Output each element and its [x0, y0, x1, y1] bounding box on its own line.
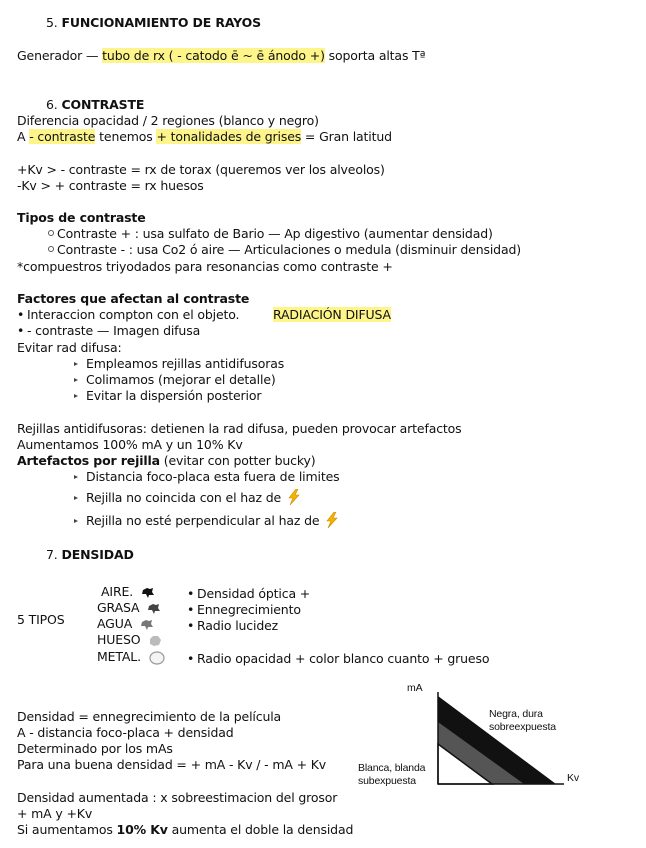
section-7-heading: [46, 547, 134, 563]
lightning-bolt-icon: [325, 512, 339, 528]
circle-bullet-icon: [48, 230, 54, 236]
bullet-icon: •: [187, 618, 195, 633]
graph-label-top-2: sobreexpuesta: [489, 721, 556, 733]
graph-xlabel: Kv: [567, 772, 579, 784]
tipo-hueso-label: HUESO: [97, 632, 141, 647]
triangle-bullet-icon: [74, 519, 78, 523]
bullet-icon: •: [187, 586, 195, 601]
tipo-hueso: [97, 632, 162, 648]
tipo-grasa-label: GRASA: [97, 600, 140, 615]
densidad-prop-3-text: Radio lucidez: [197, 618, 279, 633]
bullet-icon: •: [187, 651, 195, 666]
tipo-grasa: [97, 600, 161, 616]
artefactos-rest: (evitar con potter bucky): [159, 453, 316, 468]
light-gray-blob-icon: [148, 635, 162, 647]
contraste-line-4: -Kv > + contraste = rx huesos: [17, 178, 204, 193]
densidad-line-2: A - distancia foco-placa + densidad: [17, 725, 234, 740]
l2-highlight-2: + tonalidades de grises: [156, 129, 302, 144]
artefactos-line: [17, 453, 316, 469]
tipo-contraste-1: [48, 226, 493, 242]
tipos-note: *compuestros triyodados para resonancias como contraste +: [17, 259, 393, 274]
artefacto-item-1-text: Distancia foco-placa esta fuera de limites: [86, 469, 340, 484]
evitar-item-3: [74, 388, 261, 404]
generador-line: [17, 48, 425, 64]
factor-2: [17, 323, 200, 339]
triangle-bullet-icon: [74, 496, 78, 500]
artefacto-item-2-text: Rejilla no coincida con el haz de: [86, 490, 282, 505]
l2-highlight-1: - contraste: [29, 129, 96, 144]
tipo-aire-label: AIRE.: [101, 584, 134, 599]
densidad-prop-1: [187, 586, 310, 602]
factor-1: [17, 307, 239, 323]
section-5-title: FUNCIONAMIENTO DE RAYOS: [61, 15, 261, 30]
triangle-bullet-icon: [74, 475, 78, 479]
evitar-item-2: [74, 372, 276, 388]
l2-post: = Gran latitud: [301, 129, 392, 144]
dark-gray-blob-icon: [147, 603, 161, 615]
contraste-line-3: +Kv > - contraste = rx de torax (queremos ver los alveolos): [17, 162, 385, 177]
evitar-item-1: [74, 356, 284, 372]
evitar-line: Evitar rad difusa:: [17, 340, 122, 355]
generador-highlight: tubo de rx ( - catodo ē ~ ē ánodo +): [102, 48, 325, 63]
artefacto-item-2: [74, 489, 301, 506]
tipos-contraste-title: Tipos de contraste: [17, 210, 146, 225]
bullet-icon: •: [187, 602, 195, 617]
triangle-bullet-icon: [74, 362, 78, 366]
graph-label-top-1: Negra, dura: [489, 708, 543, 720]
density-graph: [356, 678, 596, 797]
densidad-line-4: Para una buena densidad = + mA - Kv / - mA + Kv: [17, 757, 327, 772]
circle-bullet-icon: [48, 246, 54, 252]
section-6-number: 6.: [46, 97, 58, 112]
tipo-aire: [101, 584, 155, 600]
evitar-item-3-text: Evitar la dispersión posterior: [86, 388, 262, 403]
dark-blob-icon: [141, 587, 155, 599]
generador-prefix: Generador —: [17, 48, 103, 63]
l2-mid: tenemos: [95, 129, 157, 144]
d7-pre: Si aumentamos: [17, 822, 117, 837]
tipo-contraste-1-text: Contraste + : usa sulfato de Bario — Ap digestivo (aumentar densidad): [57, 226, 493, 241]
rejillas-line: Rejillas antidifusoras: detienen la rad difusa, pueden provocar artefactos: [17, 421, 462, 436]
tipo-agua-label: AGUA: [97, 616, 133, 631]
section-7-number: 7.: [46, 547, 58, 562]
tipo-metal: [97, 649, 165, 665]
generador-suffix: soporta altas Tª: [324, 48, 426, 63]
densidad-prop-1-text: Densidad óptica +: [197, 586, 311, 601]
graph-label-bottom-1: Blanca, blanda: [358, 762, 426, 774]
triangle-bullet-icon: [74, 378, 78, 382]
densidad-line-6: + mA y +Kv: [17, 806, 93, 821]
densidad-line-7: [17, 822, 353, 838]
artefacto-item-1: [74, 469, 339, 485]
factor-1-text: Interaccion compton con el objeto.: [27, 307, 240, 322]
tipo-agua: [97, 616, 154, 632]
d7-post: aumenta el doble la densidad: [167, 822, 354, 837]
bullet-icon: •: [17, 323, 25, 338]
section-6-heading: [46, 97, 144, 113]
d7-bold: 10% Kv: [116, 822, 168, 837]
white-blob-icon: [149, 651, 165, 665]
tipo-contraste-2: [48, 242, 521, 258]
factores-title: Factores que afectan al contraste: [17, 291, 250, 306]
artefacto-item-3-text: Rejilla no esté perpendicular al haz de: [86, 513, 320, 528]
densidad-prop-2: [187, 602, 301, 618]
cinco-tipos-label: 5 TIPOS: [17, 612, 65, 627]
factor-2-text: - contraste — Imagen difusa: [27, 323, 201, 338]
gray-blob-icon: [140, 619, 154, 631]
evitar-item-2-text: Colimamos (mejorar el detalle): [86, 372, 276, 387]
graph-ylabel: mA: [407, 682, 423, 694]
densidad-prop-2-text: Ennegrecimiento: [197, 602, 301, 617]
radiacion-difusa-highlight: [273, 307, 391, 323]
metal-prop: [187, 651, 489, 667]
bullet-icon: •: [17, 307, 25, 322]
artefacto-item-3: [74, 512, 339, 529]
aumentamos-line: Aumentamos 100% mA y un 10% Kv: [17, 437, 243, 452]
radiacion-difusa-text: RADIACIÓN DIFUSA: [273, 307, 391, 322]
densidad-line-3: Determinado por los mAs: [17, 741, 173, 756]
artefactos-bold: Artefactos por rejilla: [17, 453, 160, 468]
contraste-line-1: Diferencia opacidad / 2 regiones (blanco y negro): [17, 113, 319, 128]
graph-label-bottom-2: subexpuesta: [358, 775, 416, 787]
section-7-title: DENSIDAD: [61, 547, 134, 562]
contraste-line-2: [17, 129, 392, 145]
tipo-metal-label: METAL.: [97, 649, 141, 664]
evitar-item-1-text: Empleamos rejillas antidifusoras: [86, 356, 285, 371]
section-5-heading: [46, 15, 261, 31]
section-6-title: CONTRASTE: [61, 97, 145, 112]
densidad-prop-3: [187, 618, 278, 634]
densidad-line-1: Densidad = ennegrecimiento de la película: [17, 709, 282, 724]
section-5-number: 5.: [46, 15, 58, 30]
lightning-bolt-icon: [287, 489, 301, 505]
l2-pre: A: [17, 129, 30, 144]
tipo-contraste-2-text: Contraste - : usa Co2 ó aire — Articulaciones o medula (disminuir densidad): [57, 242, 521, 257]
densidad-line-5: Densidad aumentada : x sobreestimacion del grosor: [17, 790, 338, 805]
metal-prop-text: Radio opacidad + color blanco cuanto + grueso: [197, 651, 490, 666]
density-graph-svg: [356, 678, 596, 794]
triangle-bullet-icon: [74, 394, 78, 398]
